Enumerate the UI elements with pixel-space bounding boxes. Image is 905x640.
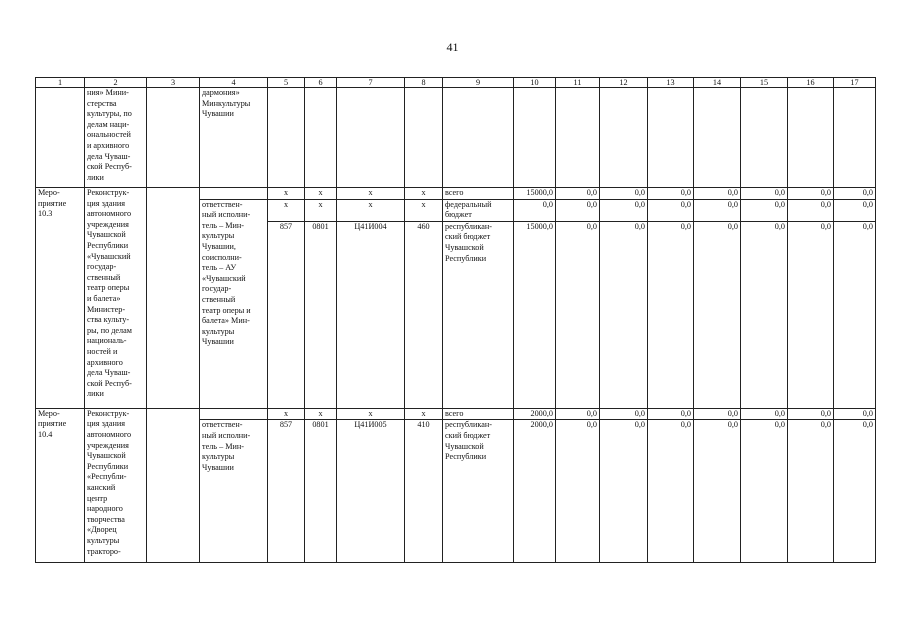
code-cell: х xyxy=(305,188,337,200)
code-cell: х xyxy=(405,199,443,221)
table-row xyxy=(36,408,876,420)
value-cell: 0,0 xyxy=(648,221,694,408)
col-header: 10 xyxy=(514,78,556,88)
value-cell: 0,0 xyxy=(788,188,834,200)
responsible-cell: ответствен- ный исполни- тель – Мин- культуры Чувашии xyxy=(200,420,268,563)
value-cell: 0,0 xyxy=(694,408,741,420)
measure-name-cell: ния» Мини- стерства культуры, по делам наци- ональностей и архивного дела Чуваш- ской Респуб- лики xyxy=(85,88,147,188)
value-cell: 15000,0 xyxy=(514,188,556,200)
code-cell: 857 xyxy=(268,221,305,408)
value-cell: 0,0 xyxy=(788,199,834,221)
value-cell: 0,0 xyxy=(788,420,834,563)
col-header: 4 xyxy=(200,78,268,88)
col-header: 17 xyxy=(834,78,876,88)
source-cell: всего xyxy=(443,408,514,420)
value-cell: 0,0 xyxy=(694,420,741,563)
value-cell: 0,0 xyxy=(514,199,556,221)
col-header: 6 xyxy=(305,78,337,88)
code-cell: х xyxy=(337,408,405,420)
col-header: 1 xyxy=(36,78,85,88)
value-cell: 0,0 xyxy=(556,199,600,221)
value-cell: 0,0 xyxy=(741,188,788,200)
value-cell: 0,0 xyxy=(788,221,834,408)
table-row xyxy=(36,188,876,200)
page-number: 41 xyxy=(446,40,459,54)
source-cell: всего xyxy=(443,188,514,200)
code-cell: х xyxy=(268,408,305,420)
value-cell: 0,0 xyxy=(834,221,876,408)
value-cell: 0,0 xyxy=(741,221,788,408)
value-cell: 0,0 xyxy=(741,420,788,563)
col-header: 7 xyxy=(337,78,405,88)
col-header: 3 xyxy=(147,78,200,88)
value-cell: 0,0 xyxy=(741,408,788,420)
value-cell: 0,0 xyxy=(600,408,648,420)
value-cell: 0,0 xyxy=(694,188,741,200)
value-cell: 0,0 xyxy=(600,420,648,563)
col-header: 8 xyxy=(405,78,443,88)
col-header: 5 xyxy=(268,78,305,88)
col-header: 11 xyxy=(556,78,600,88)
source-cell: республикан- ский бюджет Чувашской Республики xyxy=(443,221,514,408)
value-cell: 0,0 xyxy=(648,408,694,420)
code-cell: х xyxy=(268,188,305,200)
code-cell: х xyxy=(305,199,337,221)
source-cell: республикан- ский бюджет Чувашской Республики xyxy=(443,420,514,563)
source-cell: федеральный бюджет xyxy=(443,199,514,221)
code-cell: 460 xyxy=(405,221,443,408)
value-cell: 0,0 xyxy=(648,199,694,221)
value-cell: 0,0 xyxy=(556,408,600,420)
responsible-cell: ответствен- ный исполни- тель – Мин- культуры Чувашии, соисполни- тель – АУ «Чувашский государ- ственный театр оперы и балета» Мин- культуры Чувашии xyxy=(200,199,268,408)
measure-name-cell: Реконструк- ция здания автономного учреждения Чувашской Республики «Чувашский государ- ственный театр оперы и балета» Министер- ства культу- ры, по делам националь- ностей и архивного дела Чуваш- ской Респуб- лики xyxy=(85,188,147,409)
value-cell: 0,0 xyxy=(834,420,876,563)
value-cell: 0,0 xyxy=(648,188,694,200)
value-cell: 0,0 xyxy=(834,188,876,200)
measure-label-cell: Меро- приятие 10.3 xyxy=(36,188,85,409)
code-cell: 0801 xyxy=(305,420,337,563)
code-cell: х xyxy=(405,408,443,420)
budget-table xyxy=(35,77,876,563)
value-cell: 0,0 xyxy=(600,221,648,408)
col-header: 9 xyxy=(443,78,514,88)
col-header: 12 xyxy=(600,78,648,88)
value-cell: 2000,0 xyxy=(514,408,556,420)
value-cell: 0,0 xyxy=(556,420,600,563)
value-cell: 0,0 xyxy=(600,188,648,200)
value-cell: 0,0 xyxy=(556,221,600,408)
table-row xyxy=(36,88,876,188)
value-cell: 0,0 xyxy=(788,408,834,420)
col-header: 2 xyxy=(85,78,147,88)
code-cell: 857 xyxy=(268,420,305,563)
code-cell: Ц41И005 xyxy=(337,420,405,563)
code-cell: х xyxy=(337,188,405,200)
value-cell: 15000,0 xyxy=(514,221,556,408)
value-cell: 0,0 xyxy=(556,188,600,200)
value-cell: 2000,0 xyxy=(514,420,556,563)
col-header: 16 xyxy=(788,78,834,88)
value-cell: 0,0 xyxy=(834,199,876,221)
value-cell: 0,0 xyxy=(694,199,741,221)
measure-name-cell: Реконструк- ция здания автономного учреждения Чувашской Республики «Республи- канский центр народного творчества «Дворец культуры тракторо- xyxy=(85,408,147,563)
column-number-row xyxy=(36,78,876,88)
code-cell: х xyxy=(305,408,337,420)
code-cell: 410 xyxy=(405,420,443,563)
responsible-cell: дармония» Минкультуры Чувашии xyxy=(200,88,268,188)
col-header: 15 xyxy=(741,78,788,88)
value-cell: 0,0 xyxy=(648,420,694,563)
code-cell: х xyxy=(405,188,443,200)
value-cell: 0,0 xyxy=(834,408,876,420)
measure-label-cell: Меро- приятие 10.4 xyxy=(36,408,85,563)
code-cell: Ц41И004 xyxy=(337,221,405,408)
value-cell: 0,0 xyxy=(694,221,741,408)
col-header: 14 xyxy=(694,78,741,88)
code-cell: х xyxy=(268,199,305,221)
value-cell: 0,0 xyxy=(741,199,788,221)
col-header: 13 xyxy=(648,78,694,88)
code-cell: 0801 xyxy=(305,221,337,408)
code-cell: х xyxy=(337,199,405,221)
value-cell: 0,0 xyxy=(600,199,648,221)
